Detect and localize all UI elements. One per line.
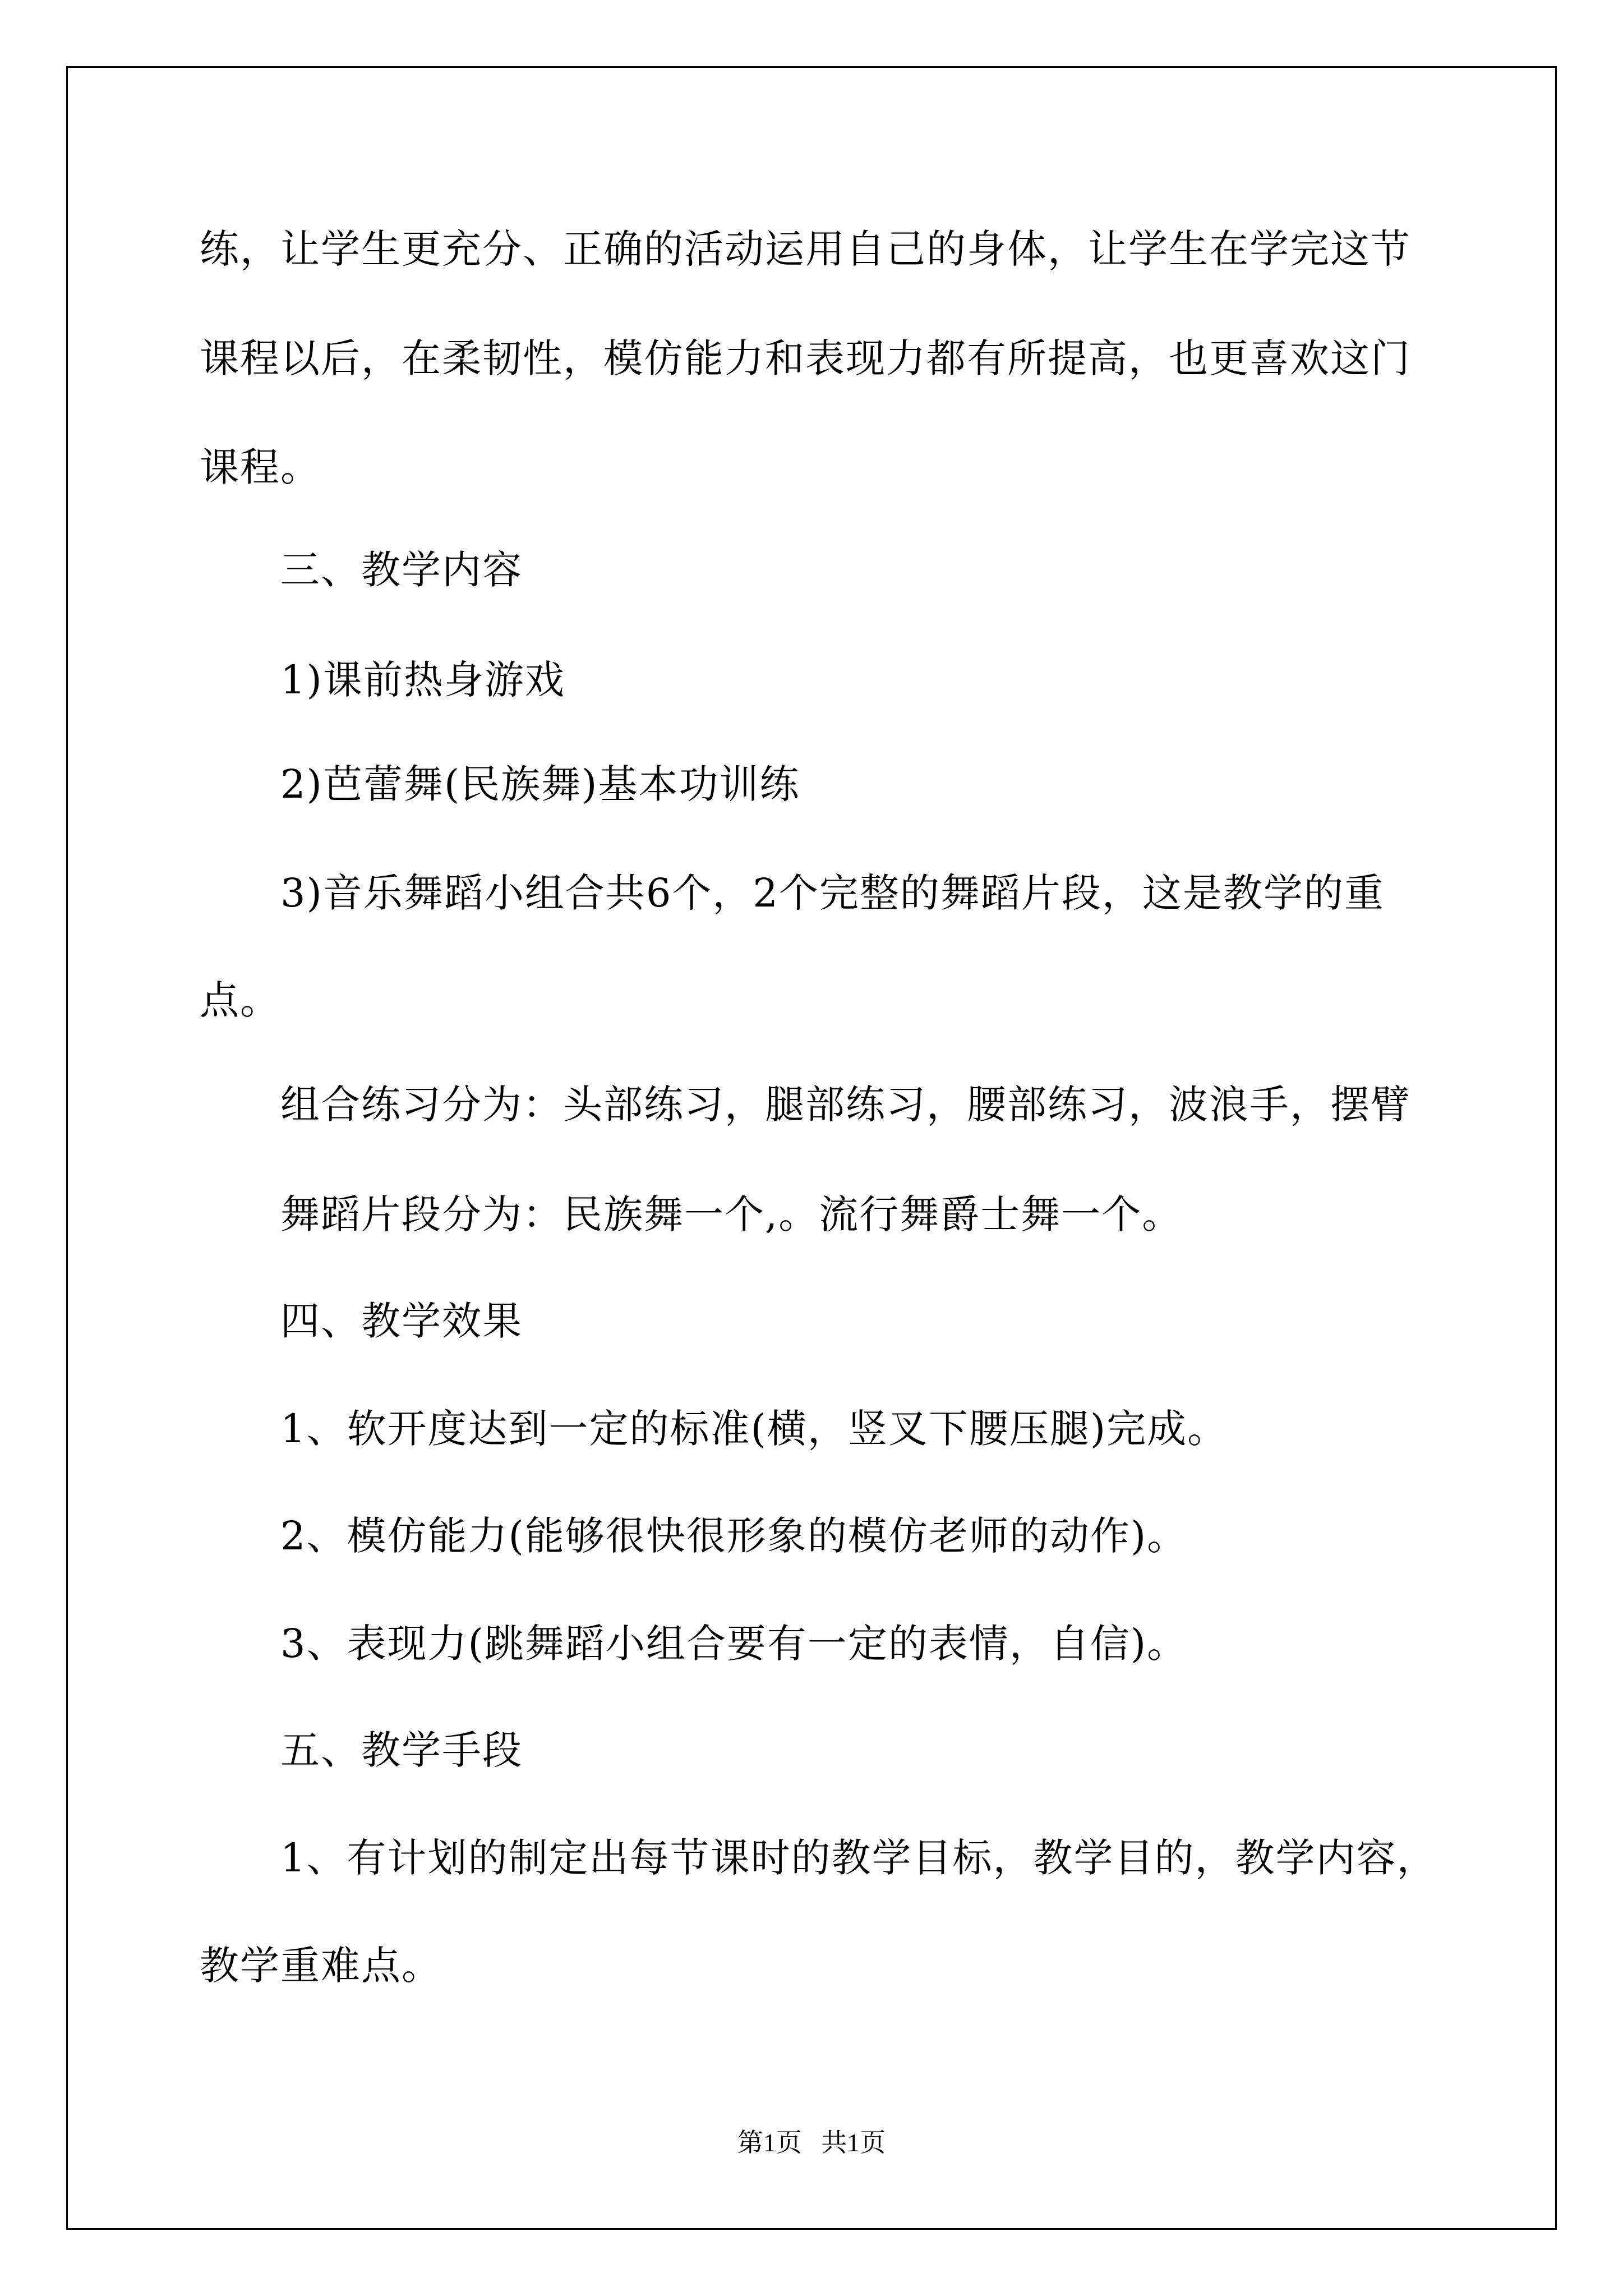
body-line-2: 课程以后，在柔韧性，模仿能力和表现力都有所提高，也更喜欢这门 — [200, 335, 1411, 381]
list-item-3-continued: 点。 — [200, 977, 280, 1023]
method-item-1: 1、有计划的制定出每节课时的教学目标，教学目的，教学内容， — [280, 1835, 1437, 1881]
dance-fragment-line: 舞蹈片段分为：民族舞一个,。流行舞爵士舞一个。 — [280, 1191, 1183, 1237]
effect-item-2: 2、模仿能力(能够很快很形象的模仿老师的动作)。 — [280, 1513, 1188, 1559]
section-heading-4: 四、教学效果 — [280, 1298, 523, 1344]
list-item-2: 2)芭蕾舞(民族舞)基本功训练 — [280, 761, 800, 807]
effect-item-3: 3、表现力(跳舞蹈小组合要有一定的表情，自信)。 — [280, 1621, 1188, 1667]
body-line-1: 练，让学生更充分、正确的活动运用自己的身体，让学生在学完这节 — [200, 226, 1411, 272]
body-line-3: 课程。 — [200, 444, 321, 490]
combination-practice-line: 组合练习分为：头部练习，腿部练习，腰部练习，波浪手，摆臂 — [280, 1082, 1411, 1128]
page-number-footer: 第1页 共1页 — [737, 2128, 886, 2157]
page-border — [66, 66, 1557, 2230]
method-item-1-continued: 教学重难点。 — [200, 1943, 442, 1989]
section-heading-5: 五、教学手段 — [280, 1727, 523, 1773]
section-heading-3: 三、教学内容 — [280, 547, 523, 593]
effect-item-1: 1、软开度达到一定的标准(横，竖叉下腰压腿)完成。 — [280, 1406, 1228, 1452]
list-item-3: 3)音乐舞蹈小组合共6个，2个完整的舞蹈片段，这是教学的重 — [280, 870, 1385, 916]
list-item-1: 1)课前热身游戏 — [280, 657, 565, 703]
